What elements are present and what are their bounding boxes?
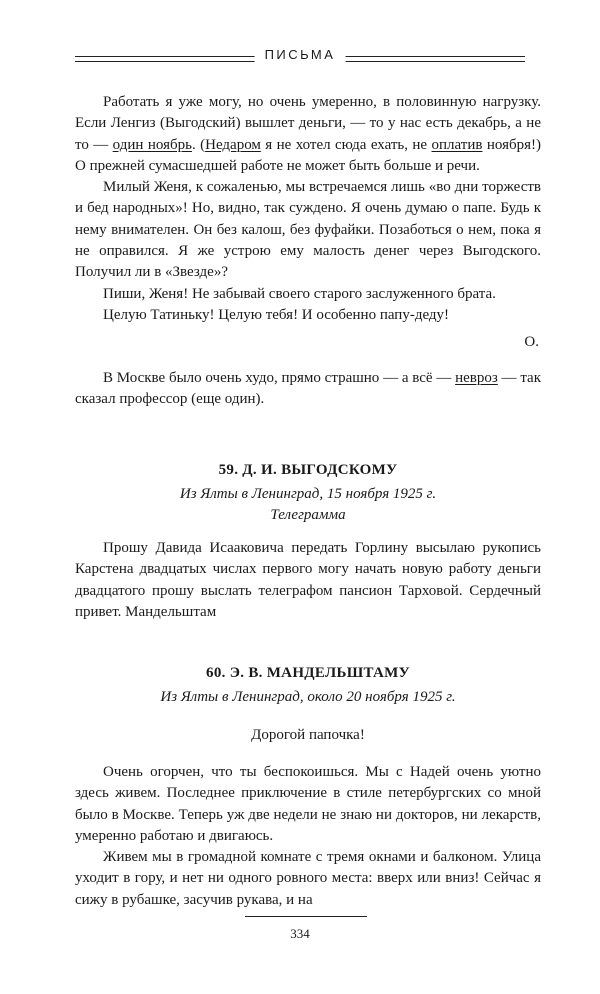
letter-60-place-date: Из Ялты в Ленинград, около 20 ноября 1925 г.: [160, 689, 456, 705]
letter-60-heading: 60. Э. В. МАНДЕЛЬШТАМУ: [206, 665, 410, 681]
underlined-text: один ноябрь: [112, 136, 192, 153]
underlined-text: оплатив: [431, 136, 483, 153]
signature: О.: [524, 334, 539, 351]
letter-59-heading: 59. Д. И. ВЫГОДСКОМУ: [218, 462, 398, 478]
paragraph-write: Пиши, Женя! Не забывай своего старого заслуженного брата.: [103, 285, 496, 302]
underlined-text: невроз: [455, 369, 498, 386]
letter-59-kind: Телеграмма: [270, 507, 346, 523]
text-run: я не хотел сюда ехать, не: [260, 136, 432, 153]
paragraph-upset: Очень огорчен, что ты беспокоишься. Мы с Надей очень уютно здесь живем. Последнее приключение в стиле петербургских со мной было в Москве. Теперь уж две недели не знаю ни докторов, ни лекарств, умеренно работаю и двигаюсь.: [75, 764, 541, 844]
letter-59-body: [75, 538, 541, 623]
letter-continuation: [75, 92, 541, 410]
letter-59-place-date: Из Ялты в Ленинград, 15 ноября 1925 г.: [179, 486, 437, 502]
letter-60-body: [75, 762, 541, 911]
running-header-title: ПИСЬМА: [255, 47, 346, 62]
text-run: Работать я уже могу, но очень умеренно, в половинную нагрузку. Если Ленгиз (Выгодский) вышлет деньги, — то у нас есть декабрь, а не то —: [75, 94, 541, 153]
running-header: [75, 46, 525, 68]
footer-rule: [245, 916, 367, 917]
telegram-text: Прошу Давида Исааковича передать Горлину высылаю рукопись Карстена двадцатых числах первого могу начать новую работу деньги двадцатого прошу выслать телеграфом пансион Тарховой. Сердечный привет. Мандельштам: [75, 540, 541, 620]
underlined-text: Недаром: [205, 136, 261, 153]
letter-60-salutation: Дорогой папочка!: [251, 727, 365, 743]
paragraph-zhenya: Милый Женя, к сожаленью, мы встречаемся лишь «во дни торжеств и бед народных»! Но, видно, так суждено. Я очень думаю о папе. Будь к нему внимателен. Он без калош, без фуфайки. Позаботься о нем, пока я не оправился. Я же устрою ему малость денег через Выгодского. Получил ли в «Звезде»?: [75, 179, 541, 281]
text-run: В Москве было очень худо, прямо страшно — а всё —: [103, 369, 456, 386]
paragraph-room: Живем мы в громадной комнате с тремя окнами и балконом. Улица уходит в гору, и нет ни одного ровного места: вверх или вниз! Сейчас я сижу в рубашке, засучив рукава, и на: [75, 849, 541, 908]
paragraph-work: [75, 92, 541, 177]
postscript: [75, 368, 541, 411]
page-number: 334: [290, 926, 310, 941]
paragraph-kisses: Целую Татиньку! Целую тебя! И особенно папу-деду!: [103, 306, 450, 323]
text-run: ноября!) О прежней сумасшедшей работе не может быть больше и речи.: [75, 136, 542, 174]
text-run: . (: [191, 136, 206, 153]
text-run: — так сказал профессор (еще один).: [75, 369, 542, 407]
